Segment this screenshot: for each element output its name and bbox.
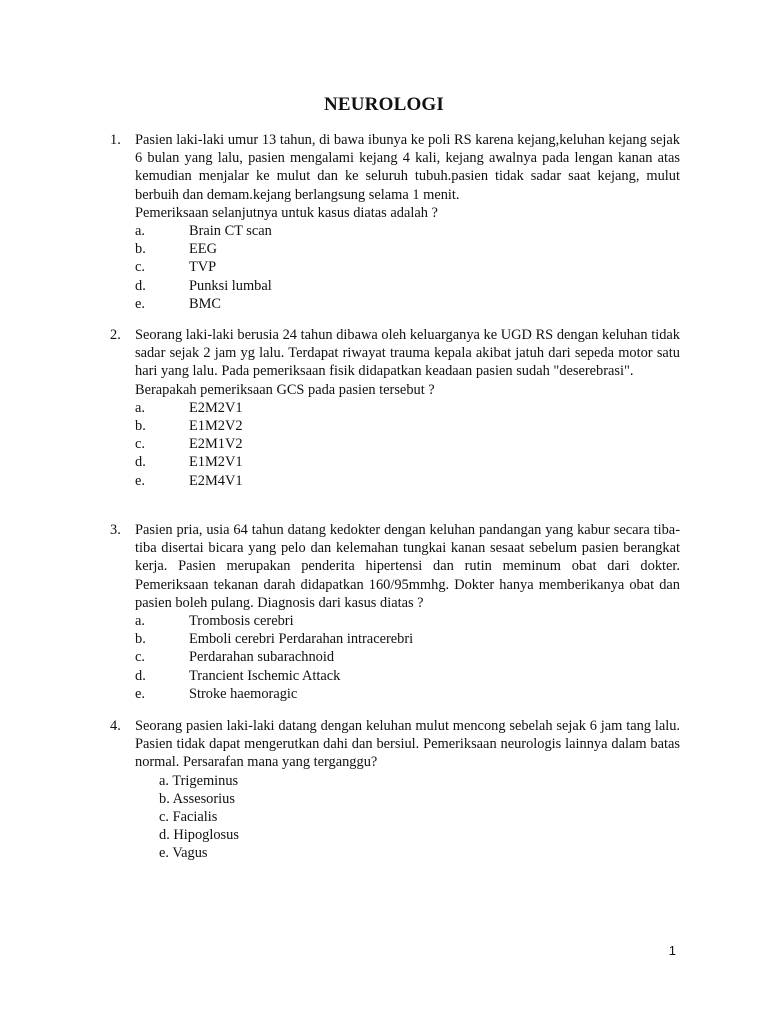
option-d[interactable]: d. E1M2V1 [135, 454, 243, 471]
question-prompt: Pemeriksaan selanjutnya untuk kasus diatas adalah ? [135, 204, 438, 221]
option-a[interactable]: a. Trigeminus [159, 772, 239, 789]
question-number: 2. [110, 327, 121, 343]
option-e[interactable]: e. BMC [135, 295, 221, 312]
option-c[interactable]: c. Facialis [159, 808, 218, 825]
question-stem: Pasien laki-laki umur 13 tahun, di bawa ibunya ke poli RS karena kejang,keluhan kejang sejak 6 bulan yang lalu, pasien mengalami kejang 4 kali, kejang awalnya pada lengan kanan atas kemudian menjalar ke mulut dan ke seluruh tubuh.pasien tidak sadar saat kejang, mulut berbuih dan demam.kejang berlangsung selama 1 menit. [135, 132, 680, 203]
question-2 [110, 326, 680, 490]
option-e[interactable]: e. Stroke haemoragic [135, 685, 298, 702]
option-b[interactable]: b. E1M2V2 [135, 418, 243, 434]
option-c[interactable]: c. E2M1V2 [135, 436, 243, 453]
page-title: NEUROLOGI [323, 94, 445, 115]
question-4 [110, 717, 680, 863]
option-a[interactable]: a. Trombosis cerebri [135, 613, 294, 630]
question-number: 4. [110, 718, 121, 734]
question-3 [110, 521, 680, 703]
question-stem: Seorang laki-laki berusia 24 tahun dibawa oleh keluarganya ke UGD RS dengan keluhan tidak sadar sejak 2 jam yg lalu. Terdapat riwayat trauma kepala akibat jatuh dari sepeda motor satu hari yang lalu. Pada pemeriksaan fisik didapatkan keadaan pasien sudah "deserebrasi". [135, 327, 680, 380]
option-a[interactable]: a. Brain CT scan [135, 223, 272, 240]
option-d[interactable]: d. Hipoglosus [159, 827, 239, 844]
option-b[interactable]: b. Assesorius [159, 790, 235, 807]
question-1 [110, 131, 680, 313]
page-number: 1 [668, 943, 676, 958]
option-c[interactable]: c. Perdarahan subarachnoid [135, 649, 335, 666]
question-prompt: Berapakah pemeriksaan GCS pada pasien tersebut ? [135, 381, 435, 398]
option-b[interactable]: b. Emboli cerebri Perdarahan intracerebri [135, 631, 414, 648]
question-number: 1. [110, 132, 121, 148]
option-b[interactable]: b. EEG [135, 241, 217, 258]
answer-options [135, 399, 680, 490]
option-e[interactable]: e. E2M4V1 [135, 472, 243, 489]
question-stem: Pasien pria, usia 64 tahun datang kedokter dengan keluhan pandangan yang kabur secara tiba-tiba disertai bicara yang pelo dan kelemahan tungkai kanan sesaat sebelum pasien berangkat kerja. Pasien merupakan penderita hipertensi dan rutin meminum obat dari dokter. Pemeriksaan tekanan darah didapatkan 160/95mmhg. Dokter hanya memberikanya obat dan pasien boleh pulang. Diagnosis dari kasus diatas ? [135, 522, 680, 611]
option-d[interactable]: d. Trancient Ischemic Attack [135, 667, 341, 684]
answer-options [135, 612, 680, 703]
answer-options [159, 772, 680, 863]
option-c[interactable]: c. TVP [135, 259, 217, 276]
answer-options [135, 222, 680, 313]
question-stem: Seorang pasien laki-laki datang dengan keluhan mulut mencong sebelah sejak 6 jam tang lalu. Pasien tidak dapat mengerutkan dahi dan bersiul. Pemeriksaan neurologis lainnya dalam batas normal. Persarafan mana yang terganggu? [135, 718, 680, 771]
option-a[interactable]: a. E2M2V1 [135, 399, 243, 416]
option-d[interactable]: d. Punksi lumbal [135, 277, 272, 294]
question-number: 3. [110, 522, 121, 538]
option-e[interactable]: e. Vagus [159, 845, 208, 862]
